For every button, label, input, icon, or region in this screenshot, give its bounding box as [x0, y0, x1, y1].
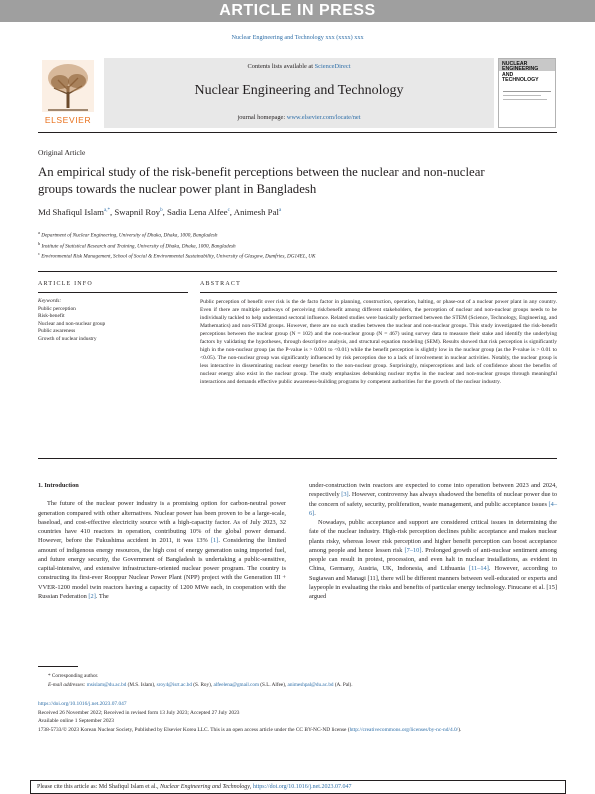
homepage-line: journal homepage: www.elsevier.com/locate/net: [237, 114, 361, 121]
article-info-heading: ARTICLE INFO: [38, 281, 93, 287]
right-column: [309, 481, 557, 601]
header-rule: [38, 132, 557, 133]
author[interactable]: Md Shafiqul Islam: [38, 207, 104, 217]
article-in-press-banner: ARTICLE IN PRESS: [0, 0, 595, 22]
article-info-rule: [38, 292, 188, 293]
article-title: An empirical study of the risk-benefit perceptions between the nuclear and non-nuclear groups towards the nuclear power plant in Bangladesh: [38, 165, 485, 196]
journal-title: Nuclear Engineering and Technology: [194, 83, 404, 98]
abstract-text: Public perception of benefit over risk is the de facto factor in planning, construction, operation, halting, or phase-out of a nuclear power plant in any country. Even if there are multiple pathways of perceiving risk/benefit among different stakeholders, the perception of nuclear and non-nuclear groups needs to be individually tackled to help understand sectoral influence. Related studies were basically performed between the STEM (Science, Technology, Engineering, and Mathematics) and non-STEM groups. However, there are no such studies between the nuclear and non-nuclear groups. This study investigated the risk-benefit perceptions between the nuclear group (N = 102) and the non-nuclear group (N = 467) using survey data to measure their stake and identify the underlying factors by validating the hypotheses, through descriptive analysis, and structural equation modeling (SEM). Results showed that risk perception is significantly high in the non-nuclear group (as the P-value is > 0.001 to <0.01) while the benefit perception is slightly low in the nuclear group (as the P-value is > 0.01 to <0.05). The non-nuclear group was significantly influenced by risk perception due to a lack of involvement in nuclear activities. Notably, the nuclear group is less interactive in disseminating nuclear energy benefits to the non-nuclear group. Surprisingly, misperceptions and lack of confidence about the benefits of nuclear energy also exist in the nuclear group. The study emphasizes debunking nuclear myths in the nuclear and non-nuclear groups through meaningful interactions and demands effective public awareness-building programs by competent authorities for the growth of the nuclear industry.: [200, 299, 557, 386]
citation-link[interactable]: [3]: [341, 491, 349, 499]
corresponding-author-note: * Corresponding author.: [48, 673, 99, 679]
abstract-rule: [200, 292, 557, 293]
available-online: Available online 1 September 2023: [38, 718, 114, 725]
cover-title: NUCLEAR ENGINEERING AND TECHNOLOGY: [502, 61, 539, 84]
citation-link[interactable]: [4–6]: [309, 500, 557, 517]
abstract-end-rule: [38, 458, 557, 459]
affiliation: $^b$ Institute of Statistical Research and Training, University of Dhaka, Dhaka, 1000, Bangladesh: [38, 240, 236, 250]
sciencedirect-link[interactable]: ScienceDirect: [314, 63, 351, 70]
affiliation: $^c$ Environmental Risk Management, School of Social & Environmental Sustainability, University of Glasgow, Dumfries, DG14EL, UK: [38, 251, 316, 261]
keywords-heading: Keywords:: [38, 298, 62, 304]
paragraph: Nowadays, public acceptance and support are considered critical issues in determining the fate of the nuclear industry. High-risk perception declines public acceptance and makes nuclear plants risky, whereas lower risk perception and higher benefit perception can boost acceptance among people and hence lessen risk [7–10]. Prolonged growth of anti-nuclear sentiment among people can result in protest, procession, and even halt in nuclear installations, as evident in China, Germany, Austria, UK, Indonesia, and Lithuania [11–14]. However, according to Sugiawan and Managi [11], there will be different manners between well-educated or experts and laypeople in evaluating the risks and benefits of particular energy technology. Finucane et al. [15] argued: [309, 519, 557, 600]
left-column: [38, 481, 286, 601]
keyword: Growth of nuclear industry: [38, 335, 97, 342]
keywords: [38, 298, 188, 344]
author-affil-marker[interactable]: a,*: [103, 208, 110, 214]
affil-rule: [38, 271, 557, 272]
author-affil-marker[interactable]: b: [160, 208, 163, 214]
journal-header-center: [104, 58, 494, 128]
author[interactable]: Swapnil Roy: [114, 207, 161, 217]
license-text: 1738-5733/© 2023 Korean Nuclear Society, Published by Elsevier Korea LLC. This is an open access article under the CC BY-NC-ND license (http://creativecommons.org/licenses/by-nc-nd/4.0/).: [38, 726, 462, 733]
doi-link[interactable]: https://doi.org/10.1016/j.net.2023.07.047: [38, 701, 127, 707]
keyword: Public perception: [38, 305, 76, 312]
publisher-name: ELSEVIER: [44, 115, 92, 125]
keyword: Public awareness: [38, 328, 76, 335]
citation-link[interactable]: [2]: [88, 592, 96, 600]
keyword: Nuclear and non-nuclear group: [38, 320, 106, 327]
elsevier-logo: [38, 58, 98, 128]
footnote: [38, 672, 558, 690]
journal-reference[interactable]: Nuclear Engineering and Technology xxx (xxxx) xxx: [231, 34, 364, 41]
author-affil-marker[interactable]: a: [278, 208, 282, 214]
email-link[interactable]: sroy4@isrt.ac.bd: [156, 682, 192, 688]
contents-line: Contents lists available at ScienceDirect: [247, 63, 351, 70]
journal-cover-thumbnail: [498, 58, 556, 128]
received-dates: Received 26 November 2022; Received in revised form 13 July 2023; Accepted 27 July 2023: [38, 709, 240, 716]
email-link[interactable]: msislam@du.ac.bd: [86, 682, 127, 688]
citation-link[interactable]: [1]: [210, 537, 219, 545]
author-affil-marker[interactable]: c: [227, 208, 230, 214]
author[interactable]: Sadia Lena Alfee: [166, 207, 228, 217]
footnote-rule: [38, 666, 78, 667]
journal-header: [38, 58, 556, 128]
email-addresses: E-mail addresses: msislam@du.ac.bd (M.S. Islam), sroy4@isrt.ac.bd (S. Roy), alfeelena@gmail.com (S.L. Alfee), animeshpal@du.ac.bd (A. Pal).: [48, 682, 353, 688]
article-type: Original Article: [38, 148, 86, 157]
citation-box: Please cite this article as: Md Shafiqul Islam et al., Nuclear Engineering and Technology, https://doi.org/10.1016/j.net.2023.07.047: [30, 780, 566, 794]
affiliations: [38, 229, 558, 261]
abstract-heading: ABSTRACT: [200, 281, 241, 287]
paragraph: The future of the nuclear power industry is a promising option for carbon-neutral power generation compared with other alternatives. Nuclear power has been proven to be a large-scale, baseload, and cost-effective electricity source with a high-capacity factor. As of July 2023, 32 countries have 410 reactors in operation, contributing 10% of the global power demand. However, before the Fukushima accident in 2011, it was 13% [1]. Considering the limited amount of indigenous energy resources, the high cost of energy generation using imported fuel, and future energy security, the Government of Bangladesh is undertaking a public-sensitive, capital-intensive, and extensive infrastructure-oriented nuclear power program. The country is constructing its first-ever Rooppur Nuclear Power Plant (NPP) project with the Generation III + VVER-1200 model twin reactors having a capacity of 1200 MWe each, in cooperation with the Russian Federation [2]. The: [38, 500, 286, 600]
citation-doi-link[interactable]: https://doi.org/10.1016/j.net.2023.07.047: [252, 784, 352, 790]
author[interactable]: Animesh Pal: [233, 207, 279, 217]
paragraph: under-construction twin reactors are expected to come into operation between 2023 and 2024, respectively [3]. However, controversy has always shadowed the benefits of nuclear power due to the concern of safety, security, proliferation, waste management, and public acceptance issues [4–6].: [309, 482, 558, 517]
journal-homepage-link[interactable]: www.elsevier.com/locate/net: [286, 114, 361, 121]
citation-link[interactable]: [7–10]: [404, 546, 422, 554]
email-link[interactable]: alfeelena@gmail.com: [213, 682, 259, 688]
email-link[interactable]: animeshpal@du.ac.bd: [287, 682, 334, 688]
author-list: Md Shafiqul Islam$^{a,*}$, Swapnil Roy$^b$, Sadia Lena Alfee$^c$, Animesh Pal$^a$: [38, 207, 282, 217]
affiliation: $^a$ Department of Nuclear Engineering, University of Dhaka, Dhaka, 1000, Bangladesh: [38, 230, 218, 239]
keyword: Risk-benefit: [38, 313, 65, 320]
section-heading-introduction: 1. Introduction: [38, 482, 79, 489]
license-link[interactable]: http://creativecommons.org/licenses/by-nc-nd/4.0/: [349, 726, 459, 733]
citation-link[interactable]: [11–14]: [468, 565, 489, 573]
article-metadata: [38, 700, 558, 734]
